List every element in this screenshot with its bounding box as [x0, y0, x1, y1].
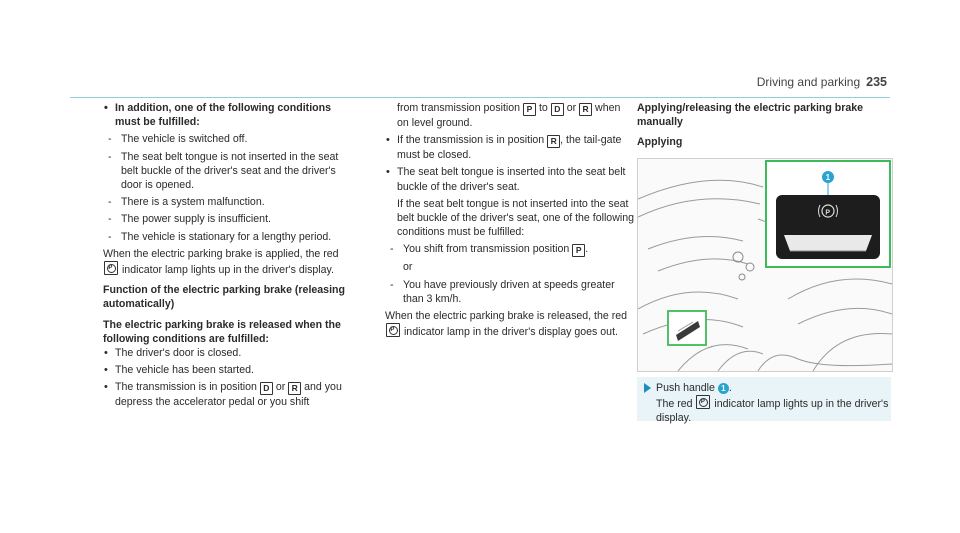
key-p: P — [523, 103, 536, 116]
key-d: D — [260, 382, 273, 395]
parking-brake-icon — [104, 261, 118, 275]
condition-item: - The vehicle is stationary for a lengthy period. — [103, 230, 353, 244]
column-1 — [103, 101, 353, 410]
section-subheading: The electric parking brake is released when the following conditions are fulfilled: — [103, 318, 341, 345]
list-item: • The transmission is in position D or R and you depress the accelerator pedal or you shift — [103, 380, 353, 409]
parking-brake-icon — [386, 323, 400, 337]
running-header — [757, 75, 887, 89]
condition-item: - You have previously driven at speeds greater than 3 km/h. — [385, 278, 635, 306]
list-item: • If the transmission is in position R , the tail-gate must be closed. — [385, 133, 635, 162]
page-number: 235 — [866, 75, 887, 89]
callout-1-icon: 1 — [718, 383, 729, 394]
condition-item: - The power supply is insufficient. — [103, 212, 353, 226]
key-r: R — [579, 103, 592, 116]
list-item-continued: If the seat belt tongue is not inserted into the seat belt buckle of the driver's seat, one of the following conditions must be fulfilled: — [397, 197, 634, 239]
list-item: • The driver's door is closed. — [103, 346, 353, 360]
released-paragraph: When the electric parking brake is released, the red P indicator lamp in the driver's display goes out. — [385, 309, 635, 339]
key-d: D — [551, 103, 564, 116]
list-item: • The seat belt tongue is inserted into the seat belt buckle of the driver's seat. — [385, 165, 635, 193]
column-3 — [637, 101, 892, 150]
svg-text:P: P — [825, 209, 831, 217]
parking-brake-icon — [696, 395, 710, 409]
condition-item: - The vehicle is switched off. — [103, 132, 353, 146]
parking-brake-illustration — [637, 158, 893, 372]
list-item: • The vehicle has been started. — [103, 363, 353, 377]
key-r: R — [288, 382, 301, 395]
arrow-right-icon — [644, 383, 651, 393]
column-2 — [385, 101, 635, 339]
section-heading: Function of the electric parking brake (releasing automatically) — [103, 284, 345, 311]
dashboard-drawing — [638, 159, 892, 371]
key-p: P — [572, 244, 585, 257]
condition-item: - The seat belt tongue is not inserted in the seat belt buckle of the driver's seat and the driver's door is opened. — [103, 150, 353, 193]
condition-item: - You shift from transmission position P . — [385, 242, 635, 257]
section-title: Driving and parking — [756, 75, 861, 89]
continued-text: from transmission position P to D or R when on level ground. — [397, 102, 621, 129]
or-text: or — [403, 261, 413, 274]
step-text: Push handle 1 . The red P indicator lamp lights up in the driver's display. — [656, 381, 891, 425]
key-r: R — [547, 135, 560, 148]
instruction-step — [637, 377, 891, 424]
header-rule — [70, 97, 890, 98]
condition-item: - There is a system malfunction. — [103, 195, 353, 209]
section-subheading: Applying — [637, 136, 683, 149]
section-heading: Applying/releasing the electric parking brake manually — [637, 102, 864, 129]
callout-1: 1 — [825, 173, 831, 182]
conditions-title: • In addition, one of the following conditions must be fulfilled: — [103, 101, 353, 129]
applied-paragraph: When the electric parking brake is applied, the red P indicator lamp lights up in the driver's display. — [103, 247, 353, 277]
